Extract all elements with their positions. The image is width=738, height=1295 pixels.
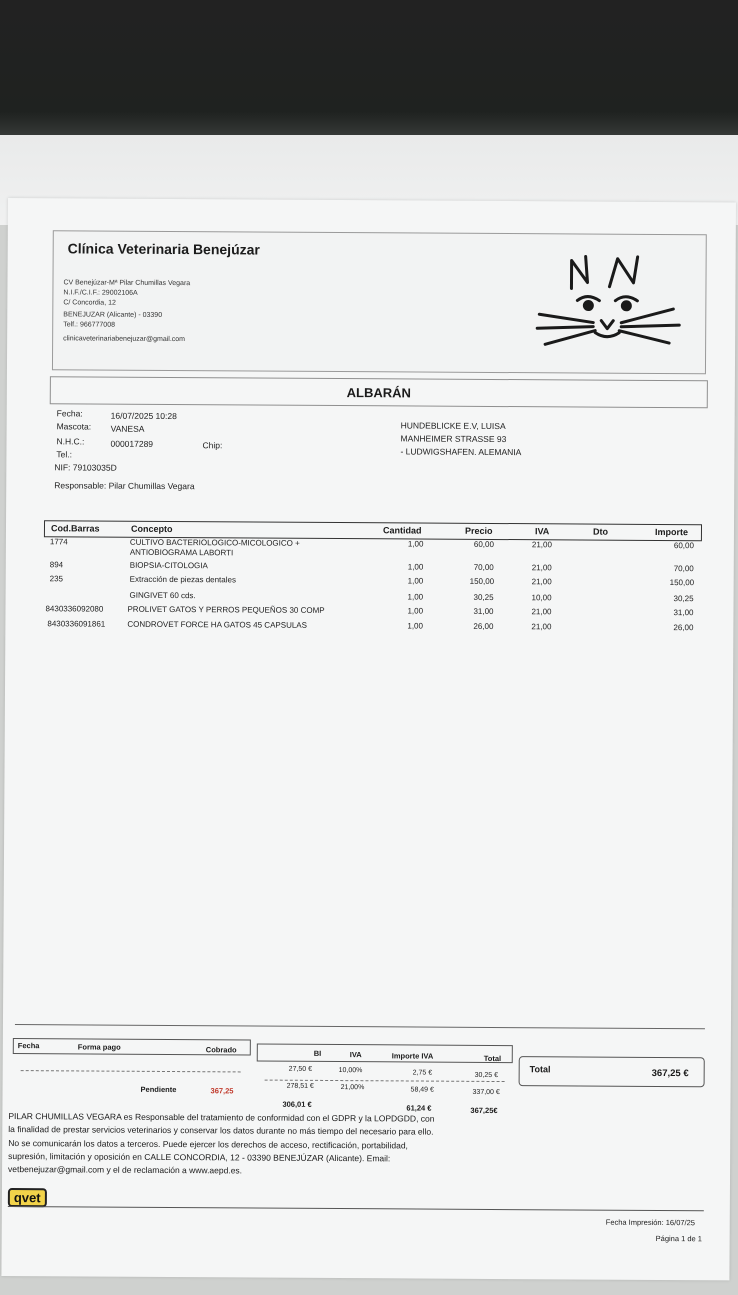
grand-total-label: Total (529, 1064, 551, 1075)
clinic-info-line: Telf.: 966777008 (63, 321, 116, 329)
pay-col-forma-pago: Forma pago (77, 1042, 121, 1052)
nhc-value: 000017289 (110, 438, 154, 449)
col-iva: IVA (534, 526, 550, 537)
cell-iva: 21,00 (531, 540, 552, 550)
invoice-paper (1, 198, 736, 1280)
chip-label: Chip: (202, 440, 223, 451)
cell-amount: 30,25 (673, 594, 694, 604)
bottom-divider (8, 1206, 704, 1211)
cell-qty: 1,00 (407, 621, 423, 631)
table-row (43, 619, 699, 638)
cell-qty: 1,00 (407, 576, 424, 586)
cell-price: 60,00 (473, 539, 494, 549)
mascota-label: Mascota: (56, 421, 92, 432)
cell-concept: CULTIVO BACTERIOLOGICO-MICOLOGICO + (129, 537, 300, 548)
cell-code: 8430336091861 (47, 619, 106, 629)
cell-iva: 10,00 (531, 593, 552, 603)
tel-label: Tel.: (56, 449, 73, 460)
fecha-label: Fecha: (56, 408, 83, 419)
cell-code: 1774 (49, 537, 68, 547)
tax-col-iva: IVA (349, 1050, 362, 1060)
document-title: ALBARÁN (346, 385, 412, 401)
cell-code: 894 (49, 560, 64, 570)
payment-empty-line (21, 1070, 241, 1072)
grand-total-value: 367,25 € (651, 1067, 689, 1080)
cell-price: 31,00 (473, 606, 494, 616)
col-concepto: Concepto (130, 523, 173, 535)
tax-total: 30,25 € (474, 1071, 499, 1080)
nhc-label: N.H.C.: (56, 436, 85, 447)
tax-col-bi: BI (313, 1048, 322, 1058)
legal-notice: PILAR CHUMILLAS VEGARA es Responsable del tratamiento de conformidad con el GDPR y la LOPDGDD, con la finalidad de prestar servicios veterinarios y conservar los datos durante no más tiempo del necesario para ello. No se comunicarán los datos a terceros. Puede ejercer los derechos de acceso, rectificación, portabilidad, supresión, limitación y oposición en CALLE CONCORDIA, 12 - 03390 BENEJÚZAR (Alicante). Email: vetbenejuzar@gmail.com y el de reclamación a www.aepd.es. (8, 1111, 435, 1176)
client-city: - LUDWIGSHAFEN. ALEMANIA (400, 446, 522, 458)
tax-row-divider (265, 1080, 505, 1082)
client-name: HUNDEBLICKE E.V, LUISA (400, 420, 506, 432)
clinic-name: Clínica Veterinaria Benejúzar (67, 240, 260, 258)
cell-amount: 31,00 (673, 608, 694, 618)
table-row (44, 537, 700, 556)
col-precio: Precio (464, 525, 493, 536)
cell-price: 70,00 (473, 562, 494, 572)
col-importe: Importe (654, 526, 689, 538)
cell-concept-continued: ANTIOBIOGRAMA LABORTI (129, 547, 234, 558)
clinic-header-box (52, 230, 707, 374)
col-cantidad: Cantidad (382, 525, 422, 536)
pay-col-fecha: Fecha (17, 1041, 40, 1051)
clinic-info-line: BENEJUZAR (Alicante) - 03390 (63, 311, 163, 319)
cell-amount: 150,00 (669, 578, 695, 588)
cell-qty: 1,00 (407, 606, 424, 616)
fecha-value: 16/07/2025 10:28 (110, 410, 177, 422)
cell-amount: 70,00 (673, 564, 694, 574)
tax-amount-sum: 61,24 € (406, 1103, 432, 1113)
cell-amount: 60,00 (673, 541, 694, 551)
cell-amount: 26,00 (673, 623, 694, 633)
cell-iva: 21,00 (531, 607, 552, 617)
cell-qty: 1,00 (407, 562, 424, 572)
tax-bi: 27,50 € (288, 1065, 313, 1073)
cell-code: 8430336092080 (45, 604, 104, 614)
qvet-logo: qvet (8, 1188, 47, 1207)
cell-price: 26,00 (473, 621, 494, 631)
document-title-box (50, 376, 708, 408)
nif-value: NIF: 79103035D (54, 462, 117, 473)
cell-price: 150,00 (469, 576, 495, 586)
tax-rate: 10,00% (338, 1067, 363, 1075)
cell-concept: Extracción de piezas dentales (129, 574, 236, 585)
tax-amount: 2,75 € (412, 1069, 433, 1077)
tax-header (257, 1044, 513, 1064)
responsable: Responsable: Pilar Chumillas Vegara (54, 480, 195, 492)
cell-qty: 1,00 (407, 592, 424, 602)
print-date: Fecha Impresión: 16/07/25 (605, 1217, 696, 1228)
client-address: MANHEIMER STRASSE 93 (400, 433, 507, 445)
payments-header (13, 1038, 251, 1055)
tax-col-importe-iva: Importe IVA (391, 1051, 434, 1061)
cell-qty: 1,00 (407, 539, 424, 549)
footer-divider (15, 1024, 705, 1029)
tax-bi: 278,51 € (286, 1082, 314, 1090)
cell-code: 235 (49, 574, 64, 584)
dark-background-top (0, 0, 738, 140)
tax-total: 337,00 € (472, 1088, 500, 1097)
cell-concept: CONDROVET FORCE HA GATOS 45 CAPSULAS (127, 619, 308, 630)
cell-concept: PROLIVET GATOS Y PERROS PEQUEÑOS 30 COMP (127, 604, 325, 615)
pendiente-value: 367,25 (210, 1086, 234, 1096)
tax-rate: 21,00% (340, 1084, 365, 1092)
pay-col-cobrado: Cobrado (205, 1045, 237, 1055)
tax-bi-sum: 306,01 € (282, 1099, 312, 1109)
cell-concept: GINGIVET 60 cds. (129, 590, 196, 601)
tax-col-total: Total (483, 1053, 502, 1064)
cell-concept: BIOPSIA-CITOLOGIA (129, 560, 208, 571)
mascota-value: VANESA (110, 423, 145, 434)
clinic-info-line: N.I.F./C.I.F.: 29002106A (63, 289, 138, 297)
clinic-info-line: CV Benejúzar-Mª Pilar Chumillas Vegara (63, 279, 191, 288)
col-cod-barras: Cod.Barras (50, 523, 100, 534)
col-dto: Dto (592, 526, 609, 537)
clinic-info-line: clinicaveterinariabenejuzar@gmail.com (63, 335, 186, 344)
tax-amount: 58,49 € (410, 1086, 434, 1094)
cat-logo-icon (533, 242, 694, 365)
cell-iva: 21,00 (531, 563, 552, 573)
clinic-info-line: C/ Concordia, 12 (63, 299, 116, 307)
pendiente-label: Pendiente (140, 1084, 177, 1095)
cell-iva: 21,00 (531, 577, 552, 587)
grand-total-box (519, 1056, 705, 1087)
cell-iva: 21,00 (531, 622, 552, 632)
cell-price: 30,25 (473, 592, 494, 602)
page-number: Página 1 de 1 (655, 1233, 702, 1244)
tax-total-sum: 367,25€ (470, 1105, 498, 1116)
